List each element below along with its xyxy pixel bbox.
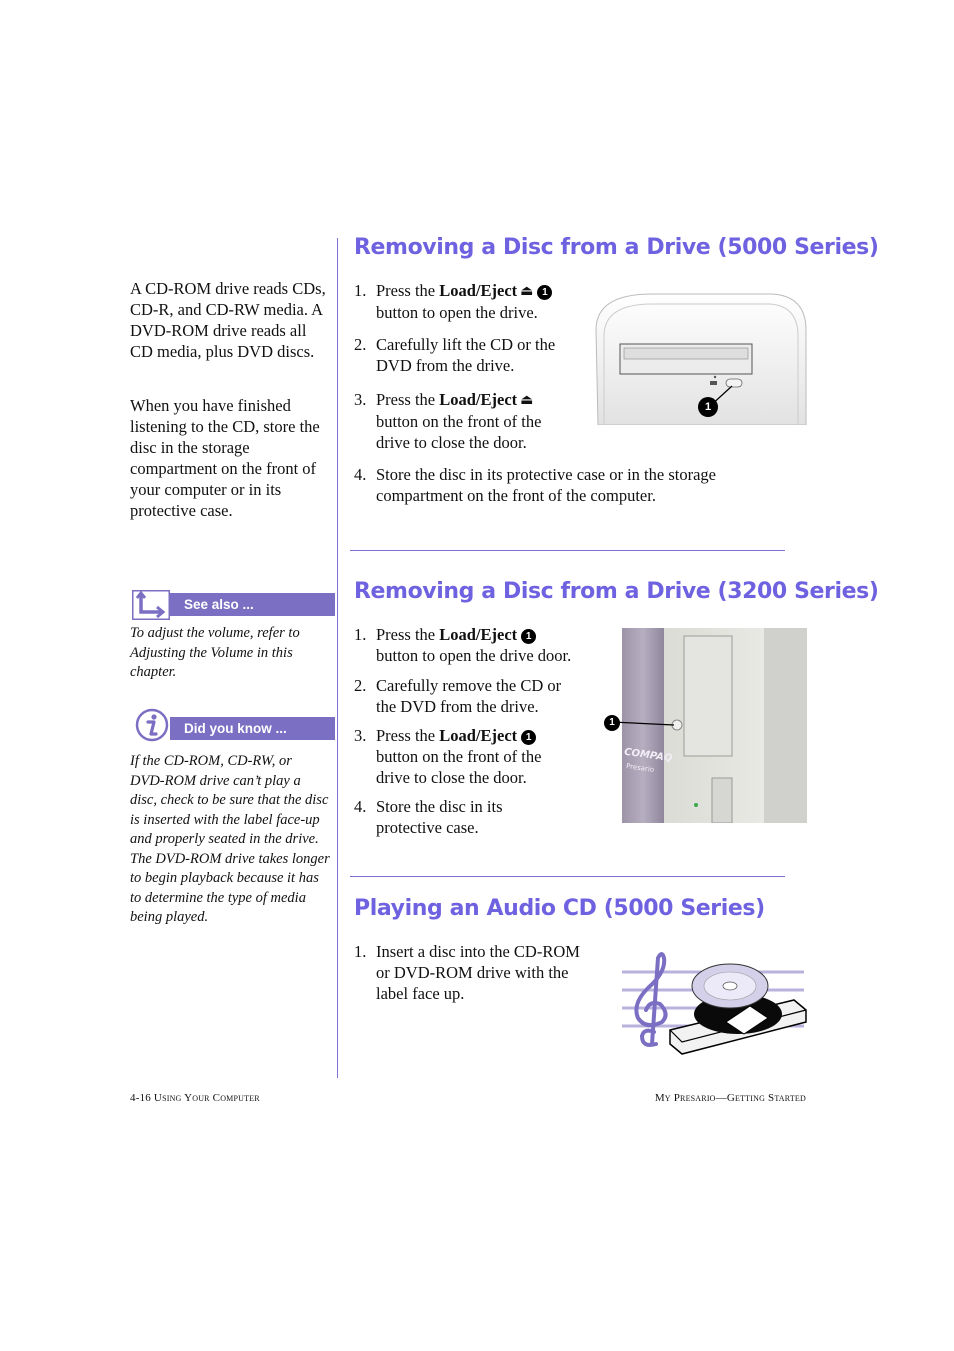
- drive-5000-illustration: [592, 290, 808, 425]
- load-eject-label: Load/Eject: [439, 726, 518, 745]
- step-number: 4.: [354, 465, 367, 484]
- music-cd-illustration: [618, 948, 808, 1058]
- step-text: Press the: [376, 726, 440, 745]
- load-eject-label: Load/Eject: [439, 390, 518, 409]
- list-item: [354, 624, 589, 666]
- step-text: Insert a disc into the CD-ROM or DVD-ROM drive with the label face up.: [376, 942, 580, 1003]
- callout-1-icon: 1: [521, 730, 536, 745]
- step-number: 3.: [354, 726, 367, 745]
- section-title-audio-cd: Playing an Audio CD (5000 Series): [354, 896, 765, 921]
- step-text: button on the front of the drive to close the door.: [376, 747, 542, 787]
- compaq-logo: COMPAQ: [623, 746, 673, 765]
- sidebar-para-1: A CD-ROM drive reads CDs, CD-R, and CD-RW media. A DVD-ROM drive reads all CD media, plus DVD discs.: [130, 279, 326, 361]
- step-text: Store the disc in its protective case or in the storage compartment on the front of the computer.: [376, 465, 716, 505]
- corner-arrow-icon: [132, 590, 170, 620]
- did-you-know-header: [130, 714, 335, 740]
- step-number: 1.: [354, 942, 367, 961]
- footer-right: My Presario—Getting Started: [654, 1092, 806, 1104]
- step-text: Press the: [376, 281, 440, 300]
- see-also-label: See also ...: [160, 593, 335, 616]
- see-also-header: [130, 590, 335, 616]
- step-number: 2.: [354, 676, 367, 695]
- step-number: 1.: [354, 625, 367, 644]
- see-also-text: To adjust the volume, refer to Adjusting the Volume in this chapter.: [130, 625, 300, 680]
- list-item: [354, 941, 594, 1004]
- drive-3200-illustration: [600, 628, 807, 823]
- step-text: Press the: [376, 390, 440, 409]
- info-icon: [132, 708, 170, 742]
- sidebar-para-2: When you have finished listening to the CD, store the disc in the storage compartment on the front of your computer or in its protective case.: [130, 396, 320, 520]
- step-text: button to open the drive.: [376, 303, 538, 322]
- callout-1-marker: 1: [698, 397, 718, 417]
- step-number: 2.: [354, 335, 367, 354]
- page-number: 4-16: [130, 1092, 151, 1104]
- list-item: [354, 675, 584, 717]
- step-number: 1.: [354, 281, 367, 300]
- did-you-know-text: If the CD-ROM, CD-RW, or DVD-ROM drive can’t play a disc, check to be sure that the disc is inserted with the label face-up and properly seated in the drive. The DVD-ROM drive takes longer to begin playback because it has to determine the type of media being played.: [130, 753, 330, 925]
- section-title-3200-remove: Removing a Disc from a Drive (3200 Series): [354, 579, 879, 604]
- eject-icon: ⏏: [520, 283, 534, 299]
- step-text: Store the disc in its protective case.: [376, 797, 503, 837]
- section-divider: [350, 550, 785, 551]
- chapter-title: Using Your Computer: [153, 1092, 260, 1104]
- list-item: [354, 796, 534, 838]
- step-text: Carefully remove the CD or the DVD from the drive.: [376, 676, 562, 716]
- step-text: Carefully lift the CD or the DVD from the drive.: [376, 335, 556, 375]
- did-you-know-label: Did you know ...: [160, 717, 335, 740]
- step-text: button on the front of the drive to close the door.: [376, 412, 542, 452]
- list-item: [354, 725, 569, 788]
- column-divider: [337, 238, 338, 1078]
- load-eject-label: Load/Eject: [439, 281, 518, 300]
- section-title-5000-remove: Removing a Disc from a Drive (5000 Series): [354, 235, 879, 260]
- list-item: [354, 389, 554, 453]
- eject-icon: ⏏: [520, 392, 534, 408]
- section-divider: [350, 876, 785, 877]
- step-number: 4.: [354, 797, 367, 816]
- load-eject-label: Load/Eject: [439, 625, 518, 644]
- presario-logo: Presario: [625, 762, 655, 774]
- step-number: 3.: [354, 390, 367, 409]
- list-item: [354, 280, 569, 323]
- step-text: Press the: [376, 625, 440, 644]
- callout-1-icon: 1: [537, 285, 552, 300]
- callout-1-marker: 1: [604, 715, 620, 731]
- list-item: [354, 334, 569, 376]
- list-item: [354, 464, 754, 506]
- footer-left: [130, 1092, 260, 1104]
- step-text: button to open the drive door.: [376, 646, 572, 665]
- callout-1-icon: 1: [521, 629, 536, 644]
